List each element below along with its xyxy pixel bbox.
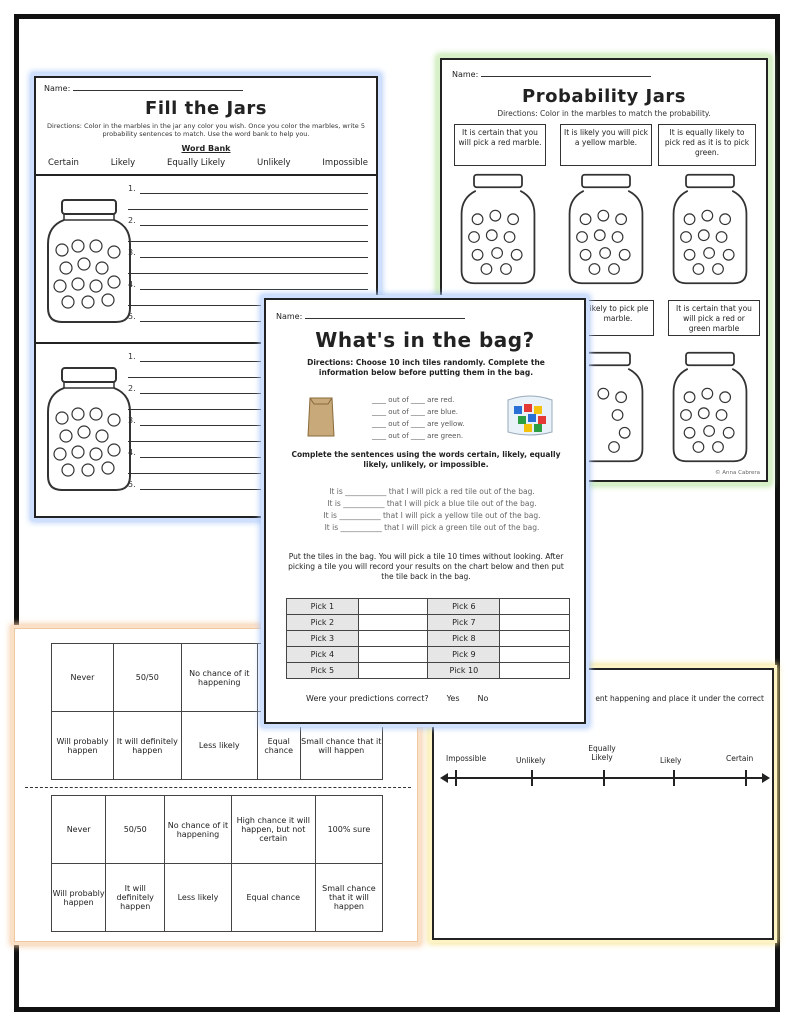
pick-result-cell[interactable] <box>358 615 428 631</box>
card: No chance of it happening <box>165 796 231 864</box>
number-line-label: Impossible <box>446 754 487 763</box>
name-field: Name: <box>276 312 465 321</box>
line-number: 1. <box>128 352 136 361</box>
name-field: Name: <box>452 70 651 79</box>
directions: Directions: Color in the marbles to match the probability. <box>497 109 711 118</box>
directions: Directions: Color in the marbles in the jar any color you wish. Once you color the marbles, write 5 probability sentences to match. Use the word bank to help you. <box>47 122 365 138</box>
line-number: 2. <box>128 384 136 393</box>
number-line-label: Equally Likely <box>588 744 616 762</box>
jar-icon <box>670 170 750 288</box>
word-bank-item: Likely <box>110 158 136 168</box>
line-number: 2. <box>128 216 136 225</box>
jar-icon <box>458 170 538 288</box>
put-directions: Put the tiles in the bag. You will pick a tile 10 times without looking. After picking a tile you will record your results on the chart below and then put the tile back in the bag. <box>288 552 564 581</box>
probability-prompt: likely to pick ple marble. <box>582 300 654 336</box>
number-line <box>440 766 770 790</box>
pick-result-cell[interactable] <box>358 631 428 647</box>
pick-result-cell[interactable] <box>500 615 570 631</box>
card: High chance it will happen, but not certain <box>231 796 315 864</box>
tile-count-line: ____ out of ____ are green. <box>372 432 464 440</box>
pick-label: Pick 1 <box>287 599 359 615</box>
yes-option[interactable]: Yes <box>446 694 460 703</box>
tile-count-line: ____ out of ____ are yellow. <box>372 420 465 428</box>
card: 50/50 <box>106 796 165 864</box>
card: Will probably happen <box>52 712 114 780</box>
pick-result-cell[interactable] <box>500 647 570 663</box>
number-line-label: Likely <box>660 756 682 765</box>
jar-icon <box>44 196 134 326</box>
sentence: It is ___________ that I will pick a blue tile out of the bag. <box>327 499 537 508</box>
page-title: Probability Jars <box>522 86 686 107</box>
word-bank-item: Impossible <box>322 158 368 168</box>
card: Small chance that it will happen <box>300 712 382 780</box>
card: Never <box>52 644 114 712</box>
probability-prompt: It is equally likely to pick red as it is to pick green. <box>658 124 756 166</box>
word-bank-item: Unlikely <box>256 158 291 168</box>
complete-directions: Complete the sentences using the words certain, likely, equally likely, unlikely, or impossible. <box>291 450 561 469</box>
pick-result-cell[interactable] <box>358 663 428 679</box>
probability-prompt: It is certain that you will pick a red or green marble <box>668 300 760 336</box>
pick-label: Pick 5 <box>287 663 359 679</box>
sentence-list <box>292 486 572 534</box>
page-title: Fill the Jars <box>145 98 267 119</box>
pick-result-cell[interactable] <box>500 663 570 679</box>
prediction-question <box>306 694 546 703</box>
card: 50/50 <box>113 644 181 712</box>
card: Will probably happen <box>52 864 106 932</box>
line-number: 1. <box>128 184 136 193</box>
card: Small chance that it will happen <box>315 864 382 932</box>
word-bank-item: Certain <box>48 158 79 168</box>
pick-label: Pick 2 <box>287 615 359 631</box>
name-field: Name: <box>44 84 243 93</box>
jar-icon <box>44 364 134 494</box>
card: 100% sure <box>315 796 382 864</box>
credit: © Anna Cabrera <box>715 470 760 476</box>
pick-label: Pick 3 <box>287 631 359 647</box>
line-number: 4. <box>128 448 136 457</box>
sentence: It is ___________ that I will pick a yellow tile out of the bag. <box>323 511 541 520</box>
number-line-label: Unlikely <box>516 756 546 765</box>
card-table <box>51 795 383 932</box>
whats-in-the-bag-worksheet <box>264 298 586 724</box>
word-bank-title: Word Bank <box>181 144 231 153</box>
page-title: What's in the bag? <box>315 328 535 352</box>
card: Less likely <box>165 864 231 932</box>
directions: ent happening and place it under the correct <box>595 694 764 703</box>
card: Equal chance <box>231 864 315 932</box>
jar-icon <box>670 348 750 466</box>
pick-result-cell[interactable] <box>500 599 570 615</box>
number-line-label: Certain <box>726 754 754 763</box>
paper-bag-icon <box>306 394 336 438</box>
directions: Directions: Choose 10 inch tiles randomly. Complete the information below before putting them in the bag. <box>307 358 545 377</box>
card: It will definitely happen <box>106 864 165 932</box>
card: Less likely <box>181 712 257 780</box>
tile-count-line: ____ out of ____ are blue. <box>372 408 459 416</box>
card: Equal chance <box>257 712 300 780</box>
line-number: 3. <box>128 416 136 425</box>
pick-results-table <box>286 598 570 679</box>
pick-result-cell[interactable] <box>358 599 428 615</box>
probability-prompt: It is certain that you will pick a red marble. <box>454 124 546 166</box>
pick-label: Pick 4 <box>287 647 359 663</box>
pick-label: Pick 9 <box>428 647 500 663</box>
line-number: 5. <box>128 480 136 489</box>
pick-result-cell[interactable] <box>358 647 428 663</box>
question-text: Were your predictions correct? <box>306 694 429 703</box>
pick-label: Pick 10 <box>428 663 500 679</box>
cut-line <box>25 787 411 788</box>
no-option[interactable]: No <box>477 694 489 703</box>
pick-label: Pick 6 <box>428 599 500 615</box>
jar-icon <box>566 170 646 288</box>
card: No chance of it happening <box>181 644 257 712</box>
card: Never <box>52 796 106 864</box>
pick-result-cell[interactable] <box>500 631 570 647</box>
line-number: 3. <box>128 248 136 257</box>
sentence: It is ___________ that I will pick a red tile out of the bag. <box>329 487 535 496</box>
color-tiles-icon <box>502 392 558 438</box>
line-number: 5. <box>128 312 136 321</box>
word-bank-item: Equally Likely <box>166 158 226 168</box>
tile-count-line: ____ out of ____ are red. <box>372 396 455 404</box>
line-number: 4. <box>128 280 136 289</box>
pick-label: Pick 7 <box>428 615 500 631</box>
card: It will definitely happen <box>113 712 181 780</box>
tile-count-lines <box>372 394 492 442</box>
word-bank <box>48 158 368 168</box>
sentence: It is ___________ that I will pick a green tile out of the bag. <box>324 523 540 532</box>
pick-label: Pick 8 <box>428 631 500 647</box>
probability-prompt: It is likely you will pick a yellow marble. <box>560 124 652 166</box>
